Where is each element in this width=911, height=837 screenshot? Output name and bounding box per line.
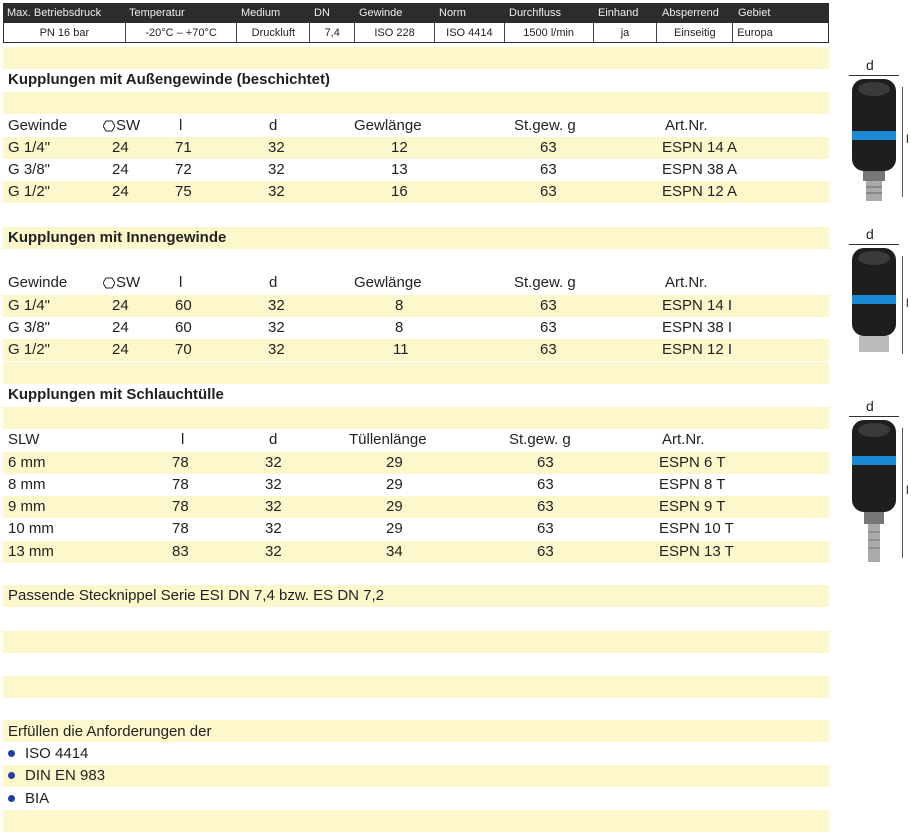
cell: 32: [265, 454, 282, 471]
cell: ESPN 38 A: [662, 161, 738, 178]
cell: 71: [175, 139, 192, 156]
cell: 24: [112, 319, 129, 336]
table-row: [3, 339, 829, 361]
spec-header: DN: [314, 7, 330, 19]
cell: G 1/4": [8, 297, 51, 314]
cell: ESPN 10 T: [659, 520, 734, 537]
table-row: [3, 518, 829, 540]
cell: G 3/8": [8, 161, 51, 178]
dimension-l-line: [902, 428, 903, 558]
spec-header: Norm: [439, 7, 466, 19]
cell: 34: [386, 543, 403, 560]
cell: 24: [112, 183, 129, 200]
spec-header: Gewinde: [359, 7, 403, 19]
spec-value-row: [3, 23, 829, 43]
cell: 63: [537, 454, 554, 471]
column-header: Tüllenlänge: [349, 431, 427, 448]
spec-value: 7,4: [310, 23, 355, 42]
cell: G 1/4": [8, 139, 51, 156]
cell: G 1/2": [8, 183, 51, 200]
cell: 8: [395, 297, 404, 314]
cell: 78: [172, 520, 189, 537]
dimension-l-line: [902, 87, 903, 197]
column-header: Gewlänge: [354, 117, 422, 134]
cell: ESPN 6 T: [659, 454, 726, 471]
cell: ESPN 14 I: [662, 297, 733, 314]
cell: 63: [540, 341, 557, 358]
cell: 16: [391, 183, 408, 200]
cell: 13: [391, 161, 408, 178]
requirement-item: ISO 4414: [8, 743, 88, 765]
cell: 8 mm: [8, 476, 46, 493]
section-title: Kupplungen mit Innengewinde: [8, 229, 227, 246]
spec-header-row: [3, 3, 829, 23]
cell: 24: [112, 341, 129, 358]
cell: 63: [537, 520, 554, 537]
cell: 32: [265, 498, 282, 515]
column-header: Gewlänge: [354, 274, 422, 291]
cell: 32: [268, 161, 285, 178]
cell: 60: [175, 319, 192, 336]
bullet-icon: [8, 772, 15, 779]
coupling-icon: [849, 79, 899, 204]
cell: 78: [172, 454, 189, 471]
column-header: d: [269, 117, 278, 134]
column-header: Art.Nr.: [665, 117, 708, 134]
requirement-item: DIN EN 983: [8, 765, 105, 787]
spec-value: PN 16 bar: [4, 23, 126, 42]
column-header: l: [179, 117, 183, 134]
column-header: SLW: [8, 431, 40, 448]
column-header-row: [3, 429, 829, 451]
cell: ESPN 12 A: [662, 183, 738, 200]
column-header: Art.Nr.: [662, 431, 705, 448]
cell: 29: [386, 454, 403, 471]
column-header-row: [3, 115, 829, 137]
table-row: [3, 137, 829, 159]
cell: ESPN 38 I: [662, 319, 733, 336]
coupling-image-external-thread: d l: [844, 57, 906, 207]
cell: 60: [175, 297, 192, 314]
spec-header: Gebiet: [738, 7, 771, 19]
cell: 29: [386, 476, 403, 493]
cell: 12: [391, 139, 408, 156]
spec-value: Einseitig: [657, 23, 733, 42]
cell: ESPN 13 T: [659, 543, 734, 560]
column-header: St.gew. g: [514, 274, 576, 291]
dimension-d-label: d: [866, 57, 874, 73]
cell: 32: [268, 139, 285, 156]
dimension-line: [849, 416, 899, 417]
cell: 9 mm: [8, 498, 46, 515]
cell: 24: [112, 297, 129, 314]
spec-header: Medium: [241, 7, 281, 19]
table-row: [3, 159, 829, 181]
dimension-line: [849, 244, 899, 245]
spec-table: [3, 3, 829, 45]
spec-header: Temperatur: [129, 7, 185, 19]
requirement-item: BIA: [8, 788, 49, 810]
cell: 70: [175, 341, 192, 358]
coupling-icon: [849, 248, 899, 354]
column-header: d: [269, 274, 278, 291]
table-row: [3, 496, 829, 518]
column-header: Gewinde: [8, 274, 68, 291]
column-header: l: [181, 431, 185, 448]
cell: 32: [265, 520, 282, 537]
spec-value: Druckluft: [237, 23, 310, 42]
cell: 10 mm: [8, 520, 54, 537]
cell: 32: [268, 341, 285, 358]
cell: 13 mm: [8, 543, 54, 560]
cell: 63: [540, 139, 557, 156]
coupling-icon: [849, 420, 899, 565]
cell: 24: [112, 139, 129, 156]
cell: 83: [172, 543, 189, 560]
cell: 78: [172, 476, 189, 493]
cell: 63: [540, 297, 557, 314]
column-header: St.gew. g: [509, 431, 571, 448]
cell: 63: [540, 319, 557, 336]
column-header: Art.Nr.: [665, 274, 708, 291]
table-row: [3, 541, 829, 563]
cell: 32: [265, 543, 282, 560]
column-header: l: [179, 274, 183, 291]
cell: 29: [386, 520, 403, 537]
requirements-title: Erfüllen die Anforderungen der: [8, 723, 212, 740]
spec-value: 1500 l/min: [505, 23, 594, 42]
cell: 63: [537, 476, 554, 493]
table-row: [3, 181, 829, 203]
cell: 63: [540, 183, 557, 200]
cell: ESPN 8 T: [659, 476, 726, 493]
cell: G 1/2": [8, 341, 51, 358]
cell: 78: [172, 498, 189, 515]
hexagon-icon: [103, 277, 115, 289]
column-header-row: [3, 272, 829, 294]
cell: 63: [537, 543, 554, 560]
table-row: [3, 317, 829, 339]
spec-header: Max. Betriebsdruck: [7, 7, 102, 19]
section-title: Kupplungen mit Schlauchtülle: [8, 386, 224, 403]
cell: ESPN 14 A: [662, 139, 738, 156]
cell: 63: [540, 161, 557, 178]
cell: 29: [386, 498, 403, 515]
table-row: [3, 295, 829, 317]
coupling-image-hose-tail: d l: [844, 398, 906, 568]
spec-header: Einhand: [598, 7, 639, 19]
cell: 8: [395, 319, 404, 336]
note-text: Passende Stecknippel Serie ESI DN 7,4 bzw. ES DN 7,2: [8, 587, 385, 604]
column-header: St.gew. g: [514, 117, 576, 134]
cell: 72: [175, 161, 192, 178]
table-row: [3, 474, 829, 496]
bullet-icon: [8, 750, 15, 757]
cell: 6 mm: [8, 454, 46, 471]
spec-value: ISO 4414: [435, 23, 505, 42]
column-header-sw: SW: [103, 115, 140, 137]
cell: 63: [537, 498, 554, 515]
spec-value: -20°C – +70°C: [126, 23, 238, 42]
spec-value: ja: [594, 23, 658, 42]
cell: 32: [265, 476, 282, 493]
column-header: Gewinde: [8, 117, 68, 134]
spec-header: Absperrend: [662, 7, 719, 19]
dimension-line: [849, 75, 899, 76]
cell: ESPN 12 I: [662, 341, 733, 358]
cell: 75: [175, 183, 192, 200]
cell: 24: [112, 161, 129, 178]
coupling-image-internal-thread: d l: [844, 226, 906, 356]
cell: 11: [393, 341, 409, 358]
section-title: Kupplungen mit Außengewinde (beschichtet): [8, 71, 330, 88]
table-row: [3, 452, 829, 474]
spec-value: ISO 228: [355, 23, 435, 42]
spec-header: Durchfluss: [509, 7, 561, 19]
cell: ESPN 9 T: [659, 498, 726, 515]
dimension-d-label: d: [866, 226, 874, 242]
cell: 32: [268, 319, 285, 336]
column-header-sw: SW: [103, 272, 140, 294]
column-header: d: [269, 431, 278, 448]
hexagon-icon: [103, 120, 115, 132]
bullet-icon: [8, 795, 15, 802]
spec-value: Europa: [737, 26, 773, 39]
cell: G 3/8": [8, 319, 51, 336]
dimension-d-label: d: [866, 398, 874, 414]
cell: 32: [268, 183, 285, 200]
dimension-l-line: [902, 256, 903, 354]
cell: 32: [268, 297, 285, 314]
